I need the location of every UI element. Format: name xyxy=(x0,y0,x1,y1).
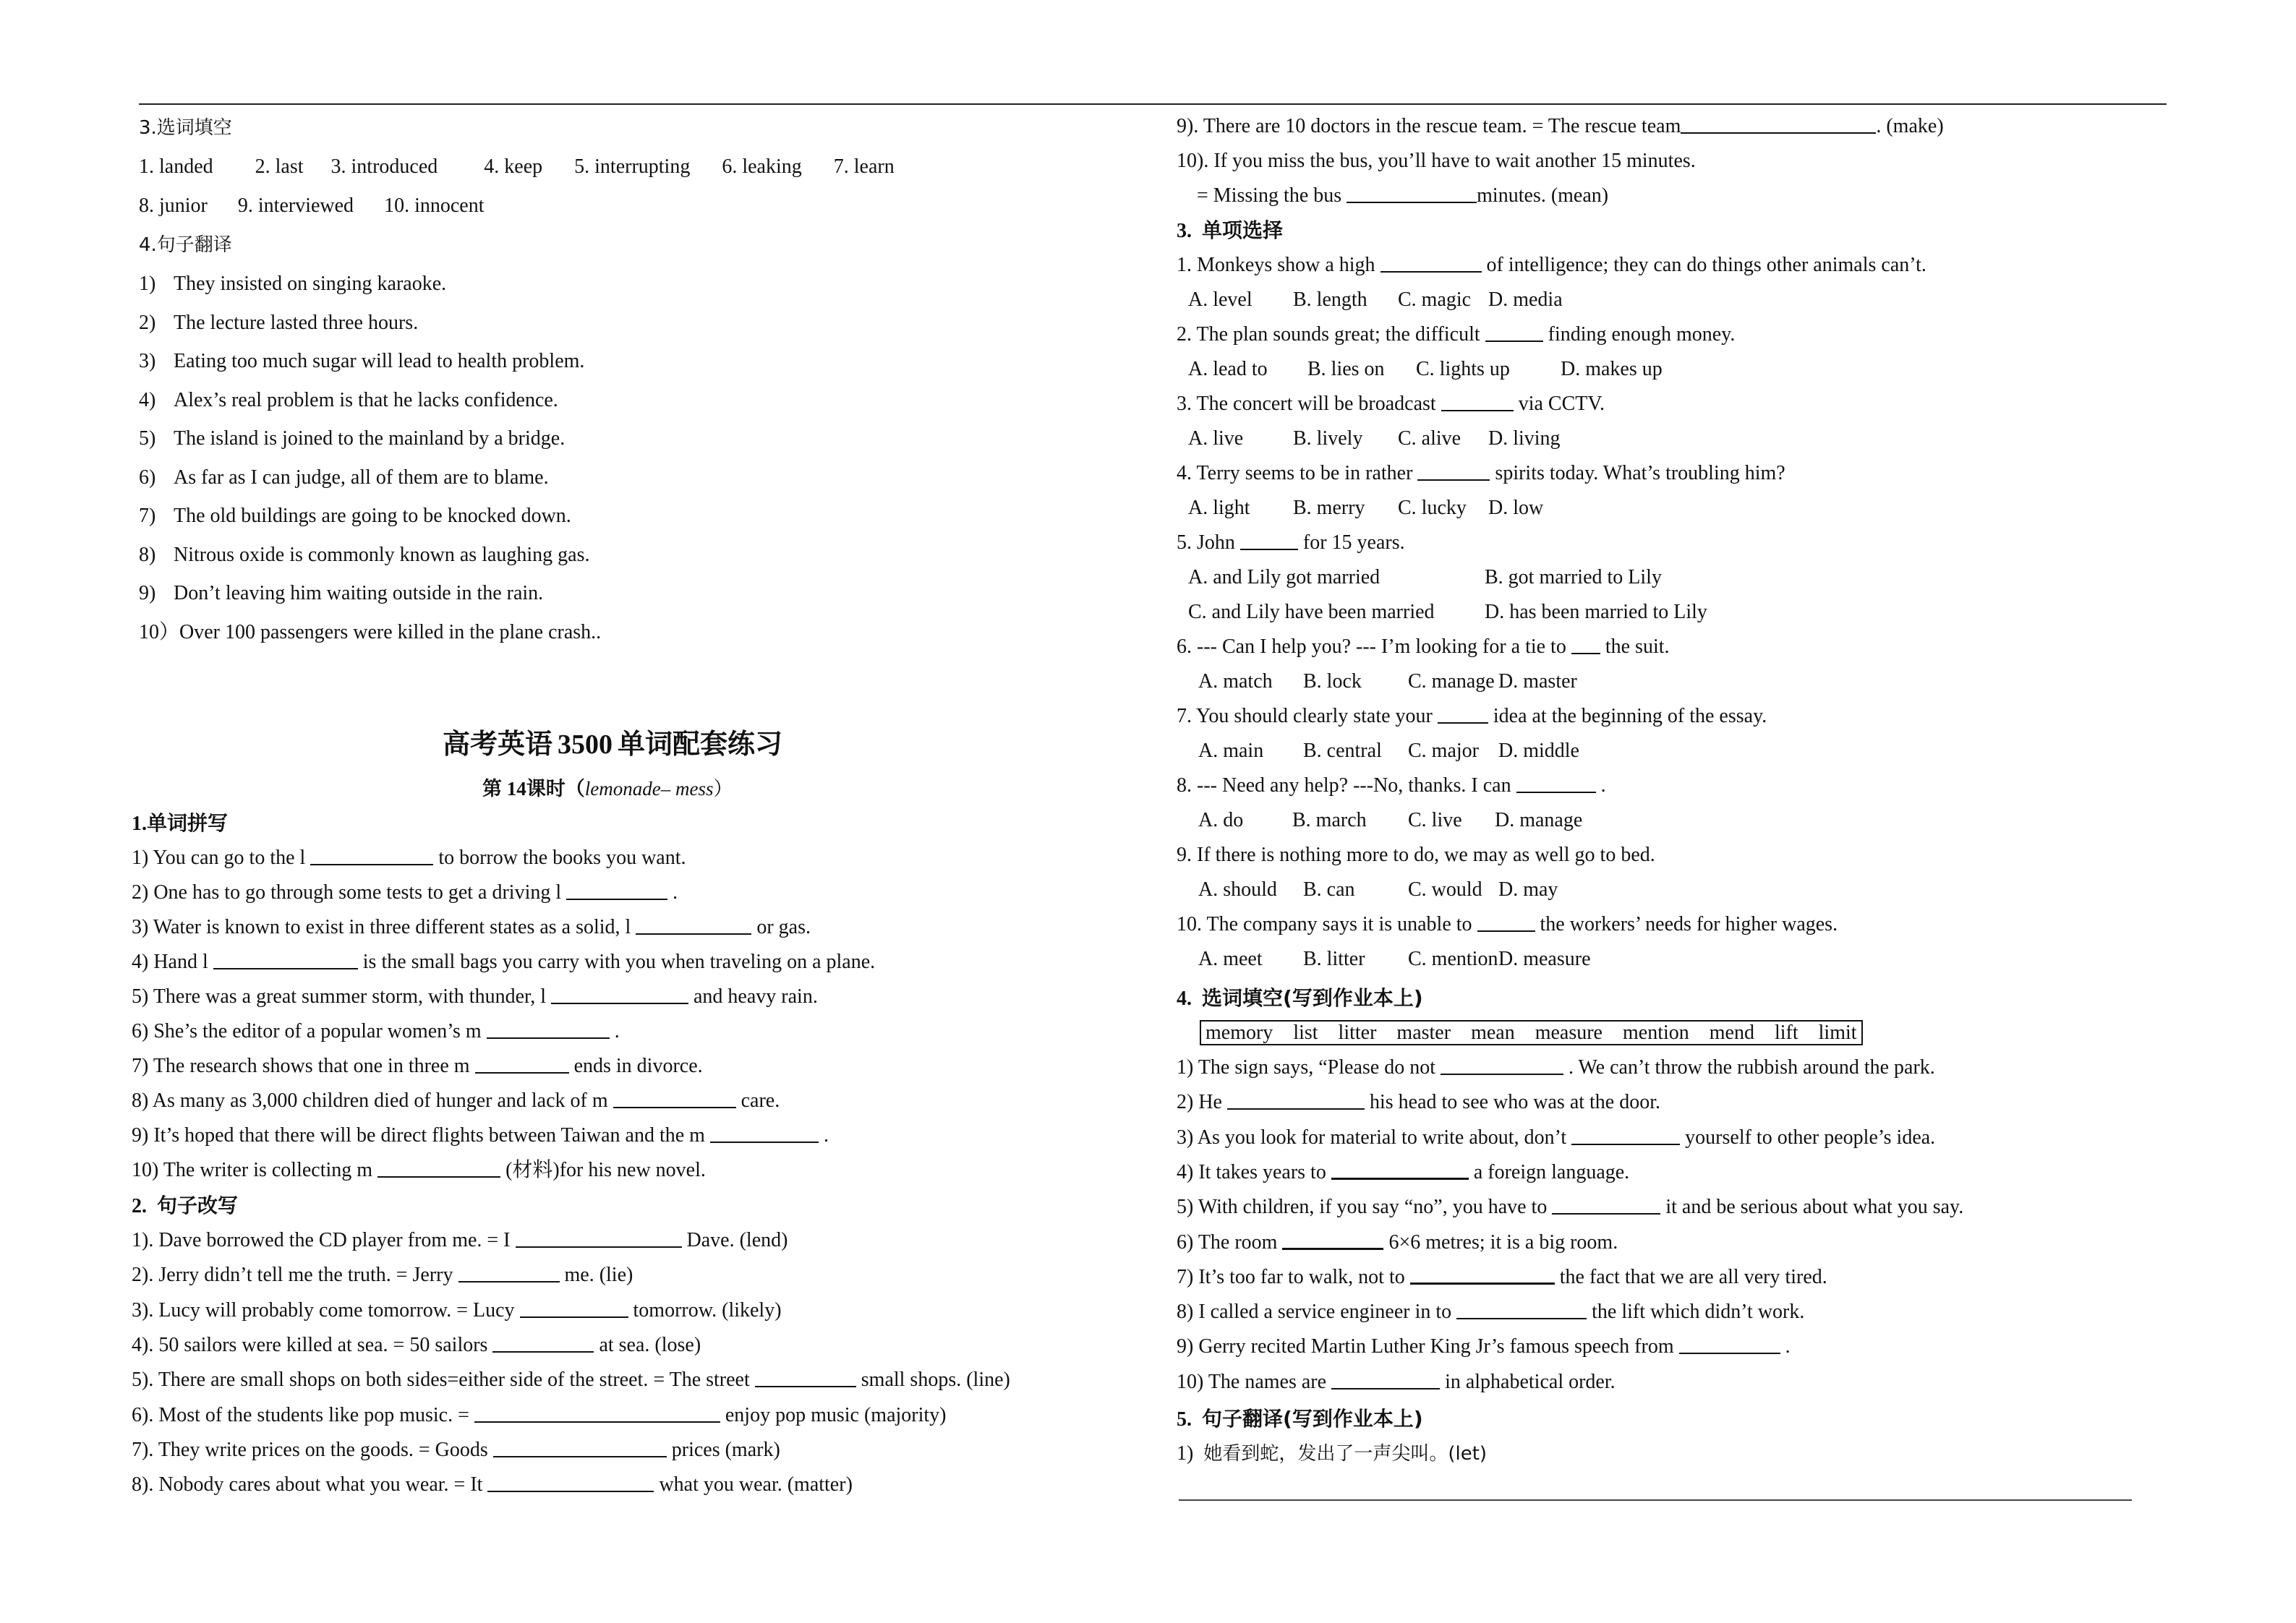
fill-item xyxy=(1177,1265,1827,1290)
mc-option[interactable]: A. main xyxy=(1198,740,1264,762)
item-text: 4) It takes years to xyxy=(1177,1160,1326,1183)
mc-option[interactable]: C. lights up xyxy=(1416,358,1510,380)
answer-blank[interactable] xyxy=(493,1439,667,1457)
answer-blank[interactable] xyxy=(520,1299,628,1318)
translation-item xyxy=(139,311,418,335)
mc-option[interactable]: A. and Lily got married xyxy=(1188,566,1380,588)
translation-text: As far as I can judge, all of them are to blame. xyxy=(174,466,549,489)
mc-option[interactable]: C. would xyxy=(1408,878,1482,901)
answer-blank[interactable] xyxy=(475,1055,569,1074)
item-text: or gas. xyxy=(756,916,811,938)
item-text: 6) She’s the editor of a popular women’s m xyxy=(132,1020,482,1042)
answer-blank[interactable] xyxy=(1571,1126,1680,1145)
rewrite-heading: 2. 句子改写 xyxy=(132,1194,239,1217)
mc-options xyxy=(1198,669,1577,694)
mc-option[interactable]: D. media xyxy=(1488,288,1563,311)
answer-blank[interactable] xyxy=(1477,913,1535,932)
question-text: the suit. xyxy=(1605,635,1670,658)
item-number: 9) xyxy=(139,582,156,604)
rewrite-item xyxy=(132,1438,780,1463)
item-number: 5) xyxy=(139,427,156,450)
translation-text: Eating too much sugar will lead to health problem. xyxy=(174,350,585,372)
answer-blank[interactable] xyxy=(1441,393,1514,411)
mc-option[interactable]: A. do xyxy=(1198,809,1244,831)
fill-item xyxy=(1177,1195,1963,1220)
item-text: and heavy rain. xyxy=(694,985,818,1008)
mc-option[interactable]: D. makes up xyxy=(1561,358,1663,380)
question-text: finding enough money. xyxy=(1548,323,1736,346)
mc-heading: 3. 单项选择 xyxy=(1177,218,1284,242)
answer-blank[interactable] xyxy=(1441,1056,1563,1075)
item-text: 3) Water is known to exist in three different states as a solid, l xyxy=(132,916,631,938)
rewrite-item xyxy=(132,1228,788,1253)
spelling-item xyxy=(132,1123,829,1148)
page-title: 高考英语 3500 单词配套练习 xyxy=(443,728,783,760)
rewrite-item xyxy=(132,1403,946,1428)
question-text: for 15 years. xyxy=(1302,531,1405,554)
translation-text: Alex’s real problem is that he lacks confidence. xyxy=(174,388,558,411)
question-text: 5. John xyxy=(1177,531,1235,554)
translation-text: They insisted on singing karaoke. xyxy=(174,273,447,295)
answer-blank[interactable] xyxy=(1240,531,1298,550)
answer-blank[interactable] xyxy=(213,951,358,969)
item-text: it and be serious about what you say. xyxy=(1665,1196,1964,1219)
question-text: 10. The company says it is unable to xyxy=(1177,913,1472,935)
mc-options xyxy=(1188,496,1543,521)
mc-question xyxy=(1177,461,1785,486)
question-text: via CCTV. xyxy=(1518,393,1605,415)
item-text: 3) As you look for material to write about, don’t xyxy=(1177,1126,1567,1149)
item-text: 6). Most of the students like pop music. = xyxy=(132,1403,469,1426)
mc-option[interactable]: B. merry xyxy=(1293,497,1365,519)
item-text: . xyxy=(1785,1335,1791,1358)
translation-item-1: 1) 她看到蛇，发出了一声尖叫。(let) xyxy=(1177,1442,1488,1465)
mc-option[interactable]: A. should xyxy=(1198,878,1277,901)
item-text: 8) I called a service engineer in to xyxy=(1177,1301,1452,1324)
item-text: 5) With children, if you say “no”, you have to xyxy=(1177,1196,1548,1219)
mc-option[interactable]: B. central xyxy=(1303,740,1382,762)
item-text: the fact that we are all very tired. xyxy=(1559,1265,1827,1288)
answer-blank[interactable] xyxy=(487,1020,610,1039)
answer-blank[interactable] xyxy=(566,881,667,900)
item-text: . We can’t throw the rubbish around the park. xyxy=(1568,1056,1935,1079)
mc-option[interactable]: A. meet xyxy=(1198,948,1263,970)
item-text: . xyxy=(614,1020,620,1042)
mc-option[interactable]: C. alive xyxy=(1398,427,1461,450)
mc-option[interactable]: B. length xyxy=(1293,288,1367,311)
word-bank-word: master xyxy=(1396,1022,1451,1044)
mc-question xyxy=(1177,912,1838,937)
question-text: . xyxy=(1600,774,1606,797)
mc-option[interactable]: B. march xyxy=(1292,809,1367,831)
mc-option[interactable]: B. lock xyxy=(1303,670,1362,693)
mc-option[interactable]: D. measure xyxy=(1498,948,1591,970)
item-text: 3). Lucy will probably come tomorrow. = Lucy xyxy=(132,1298,515,1322)
word-bank-word: measure xyxy=(1535,1022,1602,1044)
answer-blank[interactable] xyxy=(1438,705,1488,724)
item-text: ends in divorce. xyxy=(573,1055,703,1077)
fill-item xyxy=(1177,1230,1618,1255)
section-3-heading: 3.选词填空 xyxy=(139,117,232,139)
mc-question xyxy=(1177,392,1605,416)
translation-item xyxy=(139,427,565,451)
translation-text: The island is joined to the mainland by a bridge. xyxy=(174,427,566,450)
fill-heading: 4. 选词填空(写到作业本上) xyxy=(1177,986,1423,1010)
mc-option[interactable]: C. manage xyxy=(1408,670,1495,693)
mc-options xyxy=(1198,878,1558,902)
spelling-item xyxy=(132,1158,706,1183)
mc-question xyxy=(1177,843,1655,868)
item-text: 4). 50 sailors were killed at sea. = 50 sailors xyxy=(132,1333,488,1356)
mc-option[interactable]: D. low xyxy=(1488,497,1544,519)
answer-blank[interactable] xyxy=(1516,774,1596,793)
item-text: 4) Hand l xyxy=(132,951,208,973)
answer-blank[interactable] xyxy=(1571,635,1600,654)
fill-item xyxy=(1177,1300,1804,1324)
spelling-item xyxy=(132,915,811,940)
item-text: 8) As many as 3,000 children died of hunger and lack of m xyxy=(132,1089,608,1112)
translation-text: The lecture lasted three hours. xyxy=(174,311,419,334)
fill-item xyxy=(1177,1055,1935,1080)
question-text: spirits today. What’s troubling him? xyxy=(1495,462,1785,484)
question-text: of intelligence; they can do things other animals can’t. xyxy=(1486,254,1926,276)
mc-options xyxy=(1188,357,1663,382)
item-text: the lift which didn’t work. xyxy=(1592,1301,1805,1324)
answer-blank[interactable] xyxy=(1679,1335,1780,1354)
mc-option[interactable]: D. has been married to Lily xyxy=(1485,601,1707,623)
item-text: me. (lie) xyxy=(564,1264,633,1287)
item-number: 2) xyxy=(139,311,156,334)
item-text: in alphabetical order. xyxy=(1445,1370,1616,1393)
mc-options xyxy=(1188,427,1561,451)
item-text: yourself to other people’s idea. xyxy=(1685,1126,1936,1149)
rewrite-item xyxy=(132,1333,701,1358)
rewrite-item-10: 10). If you miss the bus, you’ll have to wait another 15 minutes. xyxy=(1177,150,1696,172)
question-text: 1. Monkeys show a high xyxy=(1177,254,1375,276)
question-text: 4. Terry seems to be in rather xyxy=(1177,462,1413,484)
mc-option[interactable]: B. got married to Lily xyxy=(1485,566,1662,588)
mc-options xyxy=(1198,739,1579,763)
mc-option[interactable]: C. magic xyxy=(1398,288,1472,311)
spelling-item xyxy=(132,1054,703,1079)
answer-blank[interactable] xyxy=(1456,1301,1587,1319)
item-text: 2) He xyxy=(1177,1091,1222,1114)
word-bank-word: mend xyxy=(1709,1022,1754,1044)
mc-option[interactable]: A. lead to xyxy=(1188,358,1268,380)
answer-blank[interactable] xyxy=(310,847,433,865)
item-text: 7) The research shows that one in three m xyxy=(132,1055,470,1077)
answer-blank[interactable] xyxy=(1347,184,1477,203)
mc-option[interactable]: D. middle xyxy=(1498,740,1579,762)
spelling-item xyxy=(132,846,686,870)
fill-item xyxy=(1177,1126,1935,1150)
fill-item xyxy=(1177,1160,1629,1185)
translation-item xyxy=(139,581,543,606)
question-text: 3. The concert will be broadcast xyxy=(1177,393,1436,415)
item-text: 1) You can go to the l xyxy=(132,847,306,869)
mc-question xyxy=(1177,635,1670,659)
answer-blank[interactable] xyxy=(551,985,688,1004)
item-text: 7) It’s too far to walk, not to xyxy=(1177,1265,1405,1288)
item-text: 10) The names are xyxy=(1177,1370,1327,1393)
item-text: is the small bags you carry with you when traveling on a plane. xyxy=(362,951,876,973)
item-text: at sea. (lose) xyxy=(599,1333,701,1356)
item-text: 7). They write prices on the goods. = Goods xyxy=(132,1438,488,1461)
answer-blank[interactable] xyxy=(1681,115,1876,134)
item-number: 1) xyxy=(139,273,156,295)
translation-text: Nitrous oxide is commonly known as laughing gas. xyxy=(174,543,590,566)
answer-blank[interactable] xyxy=(636,916,751,935)
translation-item xyxy=(139,349,584,374)
answer-blank[interactable] xyxy=(1282,1230,1383,1250)
question-text: the workers’ needs for higher wages. xyxy=(1540,913,1838,935)
item-text: his head to see who was at the door. xyxy=(1369,1091,1661,1114)
mc-options xyxy=(1188,288,1563,312)
spelling-item xyxy=(132,881,678,905)
mc-option[interactable]: D. living xyxy=(1488,427,1561,450)
translation-item xyxy=(139,272,446,296)
item-text: 5) There was a great summer storm, with thunder, l xyxy=(132,985,546,1008)
translation-text: Don’t leaving him waiting outside in the rain. xyxy=(174,582,544,604)
answer-blank[interactable] xyxy=(613,1089,736,1108)
word-bank-word: memory xyxy=(1205,1022,1273,1044)
word-bank-word: list xyxy=(1293,1022,1318,1044)
mc-option[interactable]: C. mention xyxy=(1408,948,1498,970)
item-text: . xyxy=(673,881,678,904)
mc-option[interactable]: A. live xyxy=(1188,427,1244,450)
answer-blank[interactable] xyxy=(1485,323,1543,342)
fill-item xyxy=(1177,1335,1791,1359)
translation-text: Over 100 passengers were killed in the plane crash.. xyxy=(179,620,602,643)
mc-option[interactable]: B. can xyxy=(1303,878,1355,901)
spelling-item xyxy=(132,1019,620,1044)
rewrite-item-10-answer: = Missing the bus minutes. (mean) xyxy=(1197,184,1609,207)
answer-line[interactable] xyxy=(1179,1499,2132,1501)
answer-blank[interactable] xyxy=(710,1124,819,1143)
item-text: 10) The writer is collecting m xyxy=(132,1159,373,1181)
item-text: (材料)for his new novel. xyxy=(505,1159,706,1181)
item-number: 8) xyxy=(139,543,156,566)
mc-options xyxy=(1198,808,1582,833)
mc-question xyxy=(1177,253,1926,278)
item-text: 2). Jerry didn’t tell me the truth. = Jerry xyxy=(132,1264,453,1287)
item-text: 2) One has to go through some tests to get a driving l xyxy=(132,881,562,904)
item-number: 7) xyxy=(139,505,156,527)
item-number: 6) xyxy=(139,466,156,489)
answers-row-1: 1. landed 2. last 3. introduced 4. keep 5. interrupting 6. leaking 7. learn xyxy=(139,155,895,178)
word-bank-word: mean xyxy=(1471,1022,1515,1044)
mc-option[interactable]: D. may xyxy=(1498,878,1558,901)
mc-option[interactable]: A. light xyxy=(1188,497,1250,519)
question-text: 2. The plan sounds great; the difficult xyxy=(1177,323,1480,346)
question-text: 6. --- Can I help you? --- I’m looking for a tie to xyxy=(1177,635,1566,658)
item-number: 3) xyxy=(139,350,156,372)
section-4-heading: 4.句子翻译 xyxy=(139,234,232,256)
item-text: prices (mark) xyxy=(671,1438,780,1461)
mc-option[interactable]: C. major xyxy=(1408,740,1479,762)
mc-question xyxy=(1177,774,1606,798)
mc-option[interactable]: D. manage xyxy=(1495,809,1583,831)
item-text: enjoy pop music (majority) xyxy=(725,1403,947,1426)
answer-blank[interactable] xyxy=(516,1229,682,1248)
item-text: what you wear. (matter) xyxy=(659,1473,853,1496)
mc-option[interactable]: A. match xyxy=(1198,670,1273,693)
mc-options xyxy=(1188,565,1662,590)
mc-option[interactable]: C. lucky xyxy=(1398,497,1467,519)
item-text: tomorrow. (likely) xyxy=(633,1298,782,1322)
answer-blank[interactable] xyxy=(474,1404,720,1423)
spelling-item xyxy=(132,985,818,1009)
mc-option[interactable]: D. master xyxy=(1498,670,1577,693)
mc-question xyxy=(1177,531,1405,555)
item-text: care. xyxy=(741,1089,780,1112)
item-number: 4) xyxy=(139,388,156,411)
translation-item xyxy=(139,504,571,528)
translation-item xyxy=(139,388,558,413)
word-bank-word: limit xyxy=(1818,1022,1857,1044)
answers-row-2: 8. junior 9. interviewed 10. innocent xyxy=(139,194,485,217)
answer-blank[interactable] xyxy=(1331,1371,1440,1389)
item-text: 9) It’s hoped that there will be direct flights between Taiwan and the m xyxy=(132,1124,705,1147)
item-text: 8). Nobody cares about what you wear. = It xyxy=(132,1473,483,1496)
item-text: . xyxy=(823,1124,829,1147)
spelling-heading: 1.单词拼写 xyxy=(132,811,229,835)
item-text: to borrow the books you want. xyxy=(438,847,686,869)
rewrite-item xyxy=(132,1368,1010,1392)
mc-question xyxy=(1177,704,1767,729)
rewrite-item xyxy=(132,1263,633,1288)
item-text: a foreign language. xyxy=(1473,1160,1630,1183)
mc-option[interactable]: C. live xyxy=(1408,809,1462,831)
answer-blank[interactable] xyxy=(1410,1265,1555,1285)
translation-item xyxy=(139,466,549,490)
fill-item xyxy=(1177,1090,1660,1115)
mc-options xyxy=(1188,600,1707,625)
mc-option[interactable]: C. and Lily have been married xyxy=(1188,601,1435,623)
spelling-item xyxy=(132,1089,780,1113)
answer-blank[interactable] xyxy=(755,1369,856,1387)
answer-blank[interactable] xyxy=(1417,462,1490,481)
header-rule xyxy=(139,103,2167,105)
lesson-subtitle: 第 14课时（lemonade– mess） xyxy=(482,778,733,800)
word-bank-word: lift xyxy=(1774,1022,1798,1044)
item-text: 1). Dave borrowed the CD player from me. = I xyxy=(132,1229,511,1251)
spelling-item xyxy=(132,950,875,975)
question-text: 7. You should clearly state your xyxy=(1177,705,1433,727)
answer-blank[interactable] xyxy=(1227,1091,1365,1110)
answer-blank[interactable] xyxy=(492,1334,594,1353)
answer-blank[interactable] xyxy=(458,1264,560,1282)
item-text: 6×6 metres; it is a big room. xyxy=(1388,1230,1618,1254)
item-text: 5). There are small shops on both sides=either side of the street. = The street xyxy=(132,1369,750,1392)
question-text: 8. --- Need any help? ---No, thanks. I can xyxy=(1177,774,1511,797)
mc-option[interactable]: B. lies on xyxy=(1307,358,1385,380)
rewrite-item xyxy=(132,1473,853,1497)
item-number: 10） xyxy=(139,620,180,643)
mc-option[interactable]: B. litter xyxy=(1303,948,1365,970)
mc-option[interactable]: A. level xyxy=(1188,288,1252,311)
answer-blank[interactable] xyxy=(1331,1160,1469,1180)
word-bank-word: mention xyxy=(1623,1022,1689,1044)
answer-blank[interactable] xyxy=(487,1473,654,1492)
fill-item xyxy=(1177,1370,1616,1395)
answer-blank[interactable] xyxy=(1552,1196,1660,1215)
rewrite-item xyxy=(132,1298,782,1323)
item-text: Dave. (lend) xyxy=(686,1229,788,1251)
mc-option[interactable]: B. lively xyxy=(1293,427,1363,450)
question-text: 9. If there is nothing more to do, we may as well go to bed. xyxy=(1177,844,1655,866)
answer-blank[interactable] xyxy=(1380,254,1482,273)
mc-question xyxy=(1177,322,1735,347)
word-bank-word: litter xyxy=(1338,1022,1377,1044)
item-text: small shops. (line) xyxy=(861,1369,1010,1392)
word-bank-box xyxy=(1200,1020,1863,1045)
translation-item xyxy=(139,620,601,645)
item-text: 1) The sign says, “Please do not xyxy=(1177,1056,1435,1079)
mc-options xyxy=(1198,947,1591,972)
question-text: idea at the beginning of the essay. xyxy=(1493,705,1767,727)
rewrite-item-9: 9). There are 10 doctors in the rescue team. = The rescue team . (make) xyxy=(1177,115,1944,137)
translation-text: The old buildings are going to be knocked down. xyxy=(174,505,571,527)
translation-heading: 5. 句子翻译(写到作业本上) xyxy=(1177,1407,1423,1431)
item-text: 9) Gerry recited Martin Luther King Jr’s famous speech from xyxy=(1177,1335,1674,1358)
word-bank xyxy=(1200,1021,1863,1045)
translation-item xyxy=(139,543,590,568)
answer-blank[interactable] xyxy=(377,1159,500,1178)
item-text: 6) The room xyxy=(1177,1230,1278,1254)
